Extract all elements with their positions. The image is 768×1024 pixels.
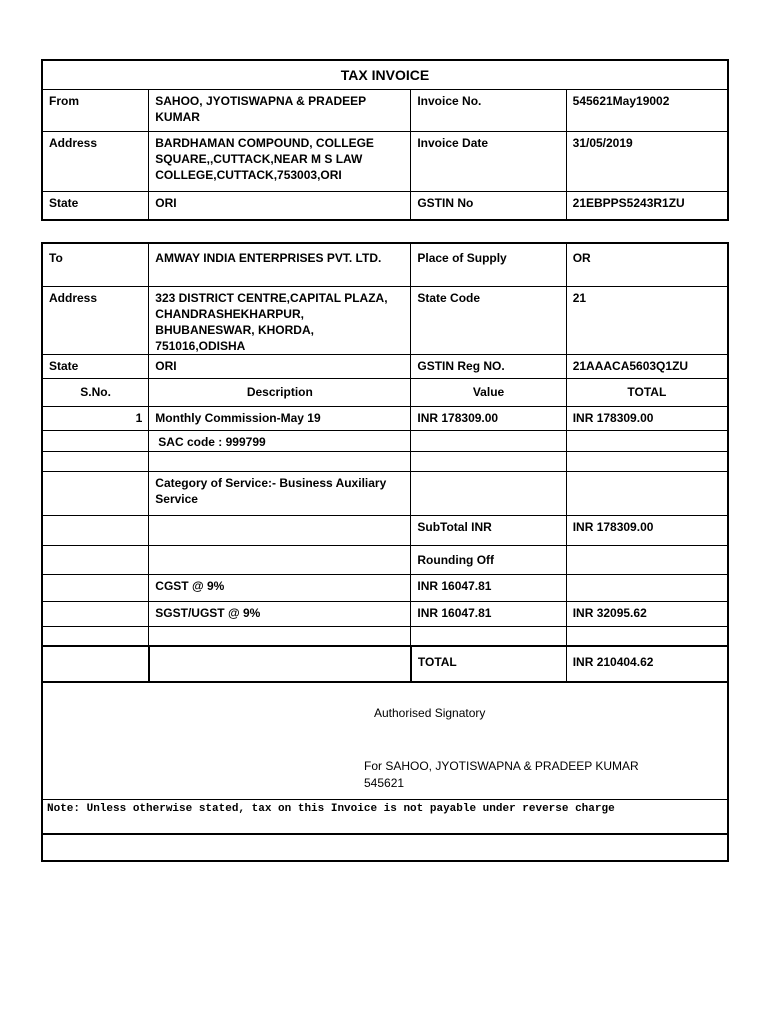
- rounding-label: Rounding Off: [411, 545, 566, 574]
- to-value: AMWAY INDIA ENTERPRISES PVT. LTD.: [149, 243, 411, 286]
- empty-cell: [42, 601, 149, 626]
- footer-empty-row: [42, 834, 728, 861]
- item-description: Monthly Commission-May 19: [149, 406, 411, 430]
- seller-table: [41, 59, 729, 221]
- empty-cell: [411, 626, 566, 646]
- item-sno: 1: [42, 406, 149, 430]
- to-state-label: State: [42, 354, 149, 378]
- state-code-value: 21: [566, 286, 728, 354]
- empty-cell: [42, 626, 149, 646]
- state-code-label: State Code: [411, 286, 566, 354]
- empty-cell: [149, 626, 411, 646]
- empty-cell: [411, 471, 566, 515]
- empty-cell: [42, 430, 149, 451]
- header-description: Description: [149, 378, 411, 406]
- invoice-no-value: 545621May19002: [566, 90, 728, 132]
- item-value: INR 178309.00: [411, 406, 566, 430]
- cgst-label: CGST @ 9%: [149, 574, 411, 601]
- cgst-value: INR 16047.81: [411, 574, 566, 601]
- header-value: Value: [411, 378, 566, 406]
- item-total: INR 178309.00: [566, 406, 728, 430]
- from-gstin-label: GSTIN No: [411, 192, 566, 220]
- empty-cell: [42, 515, 149, 545]
- to-state-value: ORI: [149, 354, 411, 378]
- sac-code: SAC code : 999799: [149, 430, 411, 451]
- sgst-value: INR 16047.81: [411, 601, 566, 626]
- empty-cell: [566, 451, 728, 471]
- to-address-value: 323 DISTRICT CENTRE,CAPITAL PLAZA, CHANDRASHEKHARPUR, BHUBANESWAR, KHORDA, 751016,ODISHA: [149, 286, 411, 354]
- reverse-charge-note: Note: Unless otherwise stated, tax on this Invoice is not payable under reverse charge: [42, 800, 728, 835]
- invoice-date-value: 31/05/2019: [566, 132, 728, 192]
- empty-cell: [411, 430, 566, 451]
- grand-total-value: INR 210404.62: [566, 646, 728, 682]
- place-of-supply-value: OR: [566, 243, 728, 286]
- signatory-code: 545621: [364, 776, 405, 790]
- from-address-value: BARDHAMAN COMPOUND, COLLEGE SQUARE,,CUTTACK,NEAR M S LAW COLLEGE,CUTTACK,753003,ORI: [149, 132, 411, 192]
- authorised-signatory: Authorised Signatory: [374, 706, 486, 720]
- header-sno: S.No.: [42, 378, 149, 406]
- from-gstin-value: 21EBPPS5243R1ZU: [566, 192, 728, 220]
- invoice-date-label: Invoice Date: [411, 132, 566, 192]
- sgst-label: SGST/UGST @ 9%: [149, 601, 411, 626]
- empty-cell: [149, 451, 411, 471]
- empty-cell: [566, 626, 728, 646]
- from-state-value: ORI: [149, 192, 411, 220]
- from-address-label: Address: [42, 132, 149, 192]
- buyer-items-table: [41, 242, 729, 862]
- to-label: To: [42, 243, 149, 286]
- invoice-title: TAX INVOICE: [42, 60, 728, 90]
- empty-cell: [42, 471, 149, 515]
- subtotal-value: INR 178309.00: [566, 515, 728, 545]
- empty-cell: [42, 451, 149, 471]
- grand-total-label: TOTAL: [411, 646, 566, 682]
- tax-total-value: INR 32095.62: [566, 601, 728, 626]
- to-gstin-label: GSTIN Reg NO.: [411, 354, 566, 378]
- empty-cell: [566, 545, 728, 574]
- to-address-label: Address: [42, 286, 149, 354]
- empty-cell: [42, 574, 149, 601]
- signature-block: [42, 682, 728, 800]
- empty-cell: [149, 545, 411, 574]
- signatory-name: For SAHOO, JYOTISWAPNA & PRADEEP KUMAR: [364, 759, 639, 773]
- empty-cell: [411, 451, 566, 471]
- empty-cell: [149, 515, 411, 545]
- invoice-no-label: Invoice No.: [411, 90, 566, 132]
- from-label: From: [42, 90, 149, 132]
- place-of-supply-label: Place of Supply: [411, 243, 566, 286]
- service-category: Category of Service:- Business Auxiliary Service: [149, 471, 411, 515]
- header-total: TOTAL: [566, 378, 728, 406]
- subtotal-label: SubTotal INR: [411, 515, 566, 545]
- empty-cell: [42, 646, 149, 682]
- from-value: SAHOO, JYOTISWAPNA & PRADEEP KUMAR: [149, 90, 411, 132]
- from-state-label: State: [42, 192, 149, 220]
- empty-cell: [566, 471, 728, 515]
- empty-cell: [566, 574, 728, 601]
- to-gstin-value: 21AAACA5603Q1ZU: [566, 354, 728, 378]
- empty-cell: [566, 430, 728, 451]
- empty-cell: [42, 545, 149, 574]
- empty-cell: [149, 646, 411, 682]
